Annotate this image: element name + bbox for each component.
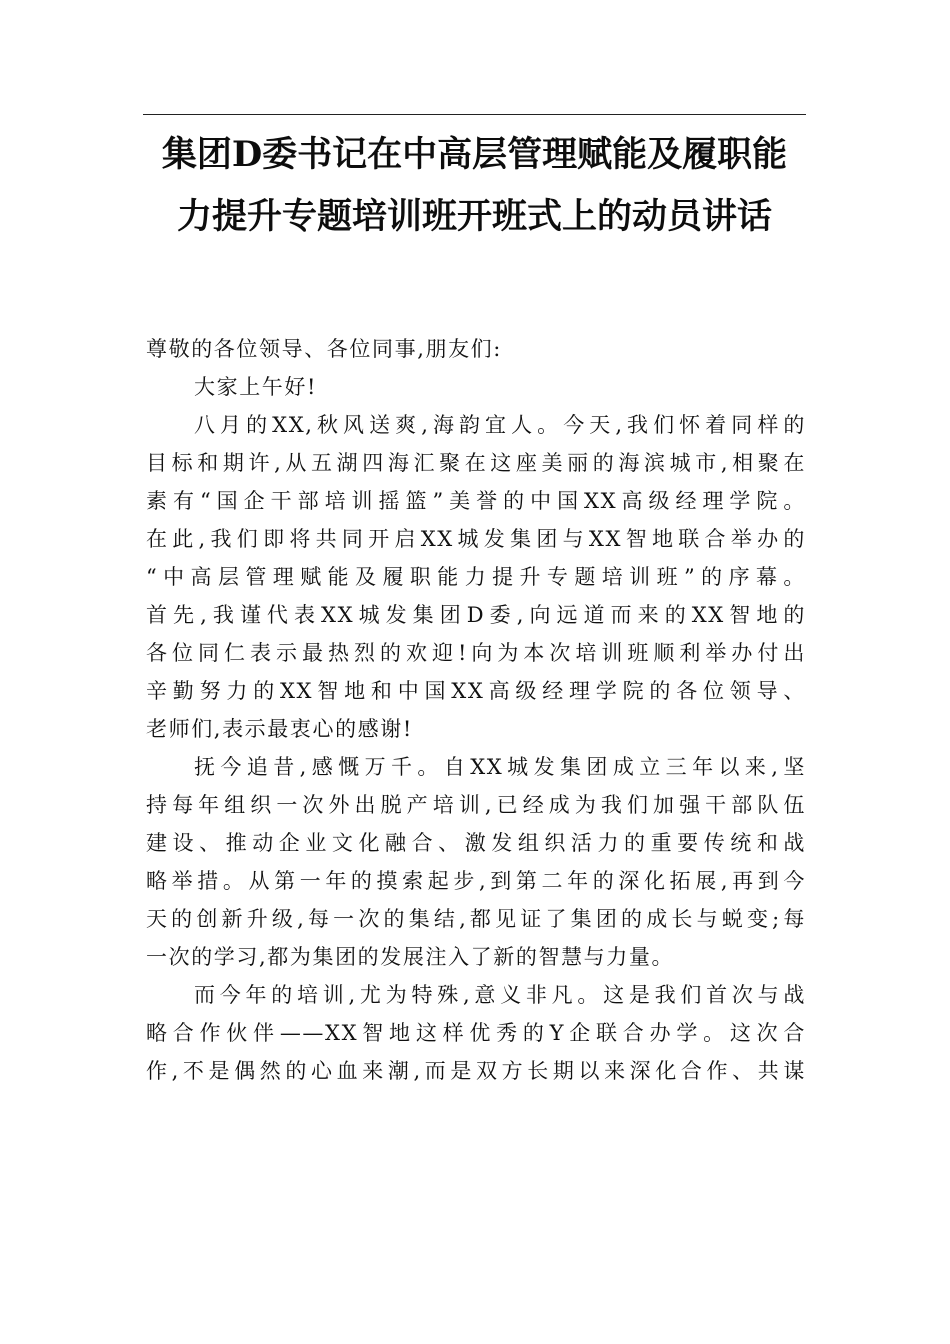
paragraph-line: 略合作伙伴——XX智地这样优秀的Y企联合办学。这次合 xyxy=(146,1021,806,1045)
paragraph-line: 建设、推动企业文化融合、激发组织活力的重要传统和战 xyxy=(146,831,806,855)
paragraph-line: 八月的XX,秋风送爽,海韵宜人。今天,我们怀着同样的 xyxy=(194,413,806,437)
paragraph-line: 一次的学习,都为集团的发展注入了新的智慧与力量。 xyxy=(146,945,675,969)
title-line-1: 集团D委书记在中高层管理赋能及履职能 xyxy=(161,134,788,175)
top-divider xyxy=(143,114,806,115)
paragraph-line: 抚今追昔,感慨万千。自XX城发集团成立三年以来,坚 xyxy=(194,755,806,779)
document-title xyxy=(143,124,806,248)
paragraph-line: 而今年的培训,尤为特殊,意义非凡。这是我们首次与战 xyxy=(194,983,806,1007)
paragraph-line: 各位同仁表示最热烈的欢迎!向为本次培训班顺利举办付出 xyxy=(146,641,806,665)
paragraph-line: 素有“国企干部培训摇篮”美誉的中国XX高级经理学院。 xyxy=(146,489,806,513)
paragraph-line: 辛勤努力的XX智地和中国XX高级经理学院的各位领导、 xyxy=(146,679,806,703)
speech-body xyxy=(146,330,806,1090)
salutation-line: 尊敬的各位领导、各位同事,朋友们: xyxy=(146,337,502,361)
paragraph-line: 首先,我谨代表XX城发集团D委,向远道而来的XX智地的 xyxy=(146,603,806,627)
greeting-line: 大家上午好! xyxy=(194,375,318,399)
paragraph-line: 天的创新升级,每一次的集结,都见证了集团的成长与蜕变;每 xyxy=(146,907,806,931)
paragraph-line: 目标和期许,从五湖四海汇聚在这座美丽的海滨城市,相聚在 xyxy=(146,451,806,475)
paragraph-line: 略举措。从第一年的摸索起步,到第二年的深化拓展,再到今 xyxy=(146,869,806,893)
title-line-2: 力提升专题培训班开班式上的动员讲话 xyxy=(176,196,772,237)
paragraph-line: 在此,我们即将共同开启XX城发集团与XX智地联合举办的 xyxy=(146,527,806,551)
paragraph-line: 持每年组织一次外出脱产培训,已经成为我们加强干部队伍 xyxy=(146,793,806,817)
paragraph-line: “中高层管理赋能及履职能力提升专题培训班”的序幕。 xyxy=(146,565,806,589)
paragraph-line: 老师们,表示最衷心的感谢! xyxy=(146,717,413,741)
paragraph-line: 作,不是偶然的心血来潮,而是双方长期以来深化合作、共谋 xyxy=(146,1059,806,1083)
